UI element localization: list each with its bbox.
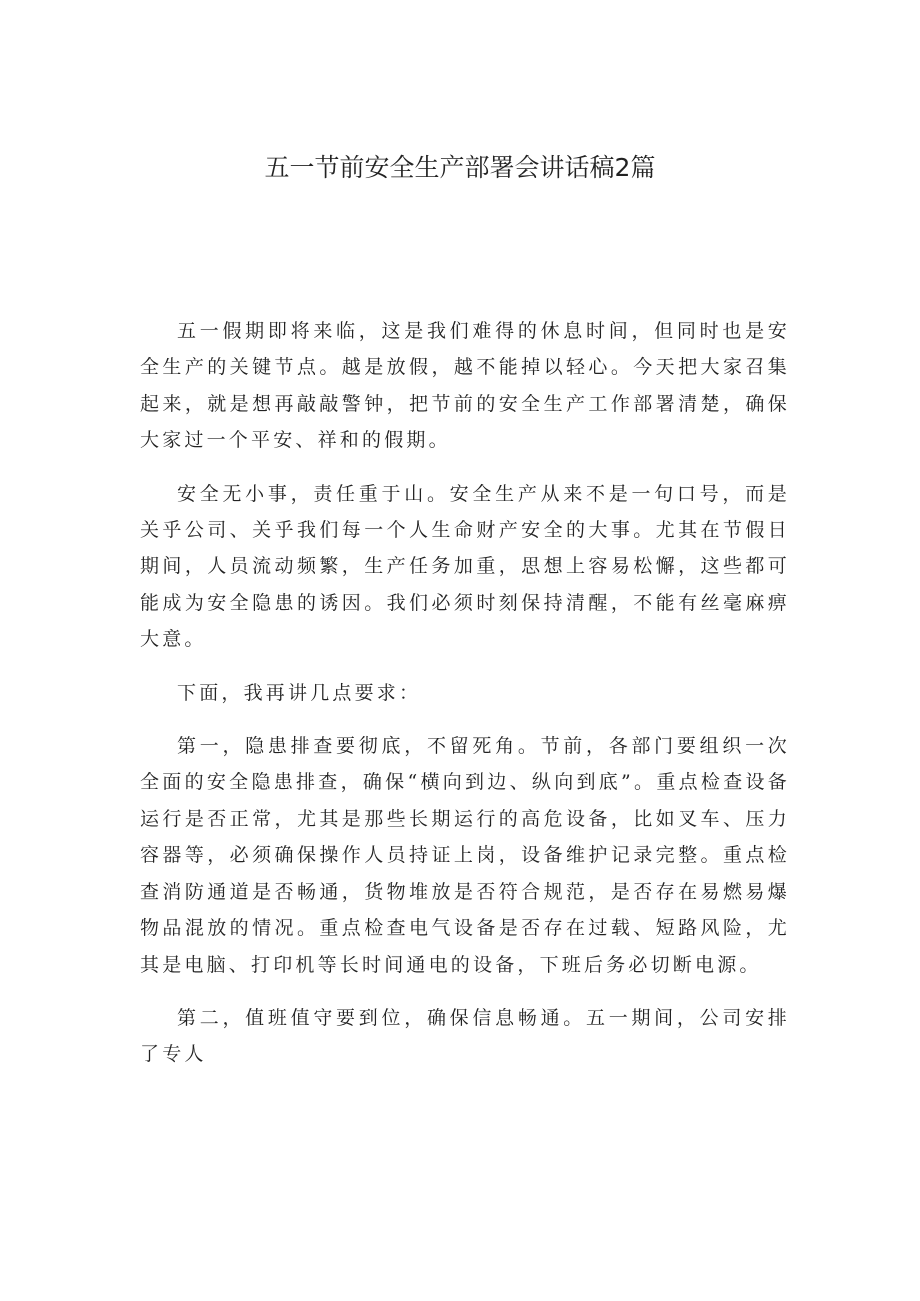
document-title: 五一节前安全生产部署会讲话稿2篇 bbox=[264, 153, 656, 182]
document-body bbox=[140, 313, 790, 1090]
paragraph-intro: 五一假期即将来临，这是我们难得的休息时间，但同时也是安全生产的关键节点。越是放假，越不能掉以轻心。今天把大家召集起来，就是想再敲敲警钟，把节前的安全生产工作部署清楚，确保大家过一个平安、祥和的假期。 bbox=[140, 320, 790, 452]
paragraph-safety: 安全无小事，责任重于山。安全生产从来不是一句口号，而是关乎公司、关乎我们每一个人生命财产安全的大事。尤其在节假日期间，人员流动频繁，生产任务加重，思想上容易松懈，这些都可能成为安全隐患的诱因。我们必须时刻保持清醒，不能有丝毫麻痹大意。 bbox=[140, 482, 790, 651]
paragraph-point-two: 第二，值班值守要到位，确保信息畅通。五一期间，公司安排了专人 bbox=[140, 1006, 790, 1066]
paragraph-requirements-intro: 下面，我再讲几点要求： bbox=[177, 681, 422, 704]
paragraph-point-one: 第一，隐患排查要彻底，不留死角。节前，各部门要组织一次全面的安全隐患排查，确保“横向到边、纵向到底”。重点检查设备运行是否正常，尤其是那些长期运行的高危设备，比如叉车、压力容器等，必须确保操作人员持证上岗，设备维护记录完整。重点检查消防通道是否畅通，货物堆放是否符合规范，是否存在易燃易爆物品混放的情况。重点检查电气设备是否存在过载、短路风险，尤其是电脑、打印机等长时间通电的设备，下班后务必切断电源。 bbox=[140, 735, 790, 976]
